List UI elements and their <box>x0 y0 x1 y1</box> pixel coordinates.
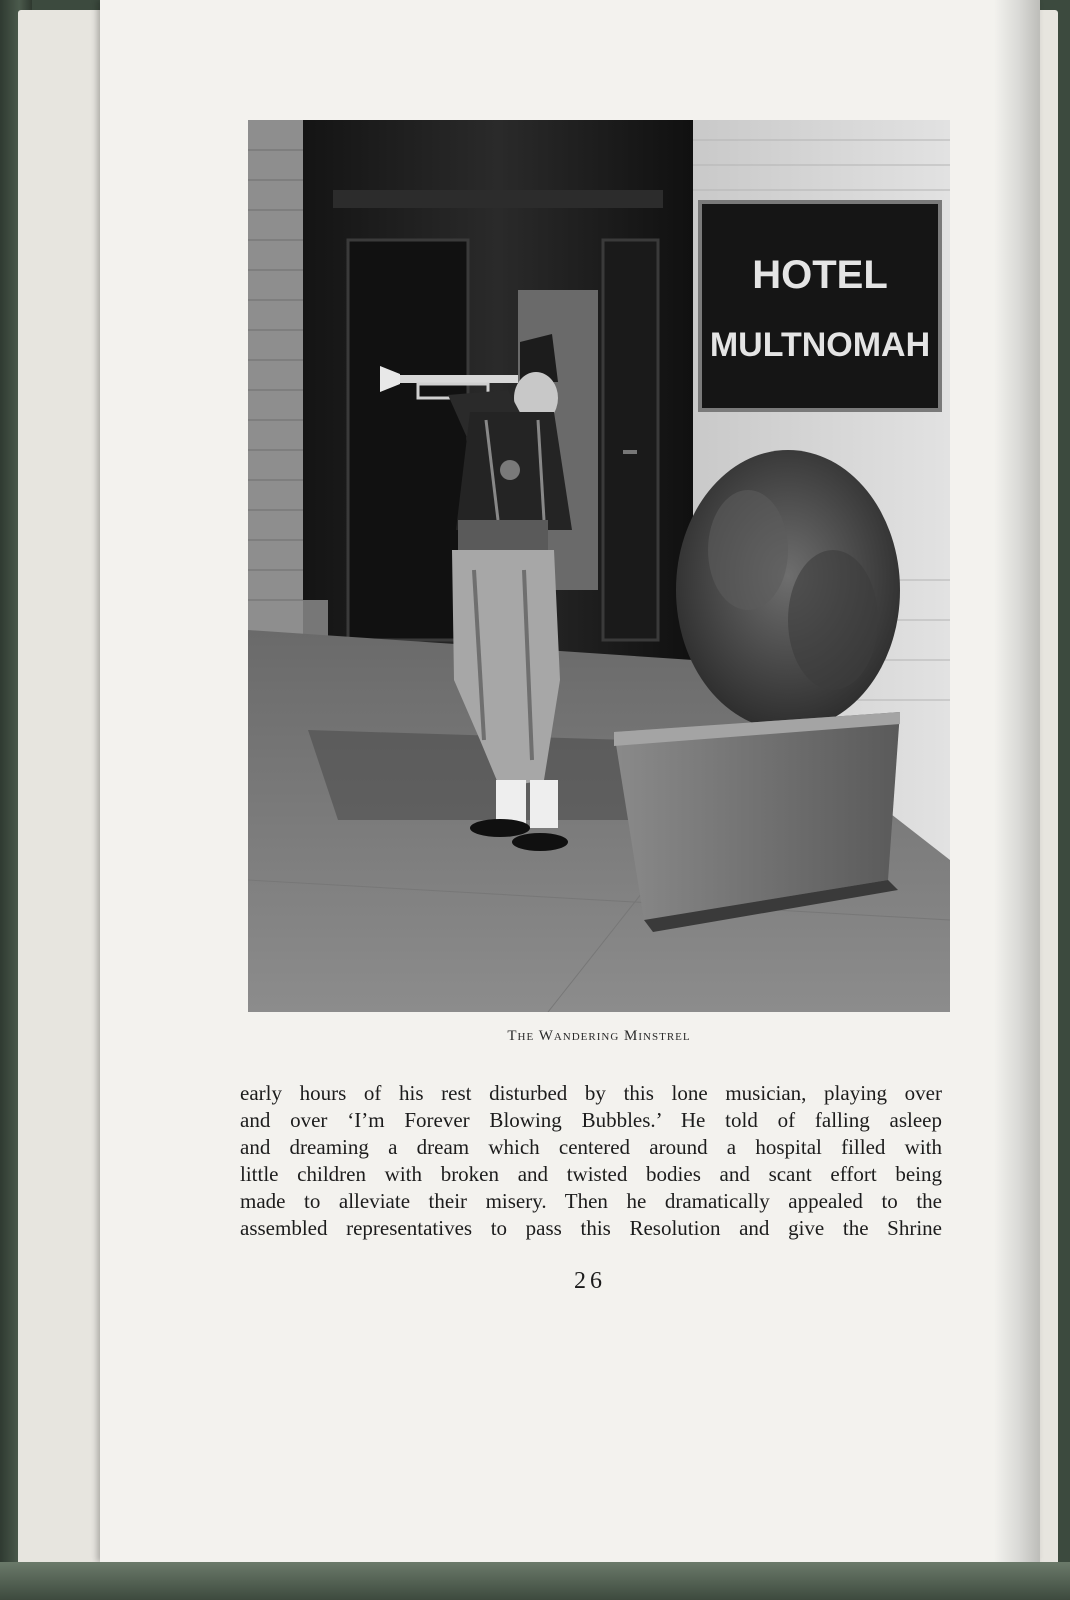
body-line: and over ‘I’m Forever Blowing Bubbles.’ He told of falling asleep <box>240 1108 942 1132</box>
body-paragraph <box>240 1080 942 1242</box>
sign-text-hotel: HOTEL <box>752 253 888 297</box>
body-line: assembled representatives to pass this Resolution and give the Shrine <box>240 1216 942 1240</box>
sign-text-multnomah: MULTNOMAH <box>709 326 931 364</box>
minstrel-photograph <box>248 120 950 1012</box>
body-line: and dreaming a dream which centered around a hospital filled with <box>240 1135 942 1159</box>
photo-caption: The Wandering Minstrel <box>507 1028 691 1044</box>
book-cover-bottom <box>0 1562 1070 1600</box>
body-line: little children with broken and twisted bodies and scant effort being <box>240 1162 942 1186</box>
body-line: made to alleviate their misery. Then he dramatically appealed to the <box>240 1189 942 1213</box>
page-curl-shadow <box>994 0 1040 1562</box>
page-number: 26 <box>574 1268 606 1294</box>
body-line: early hours of his rest disturbed by this lone musician, playing over <box>240 1081 942 1105</box>
